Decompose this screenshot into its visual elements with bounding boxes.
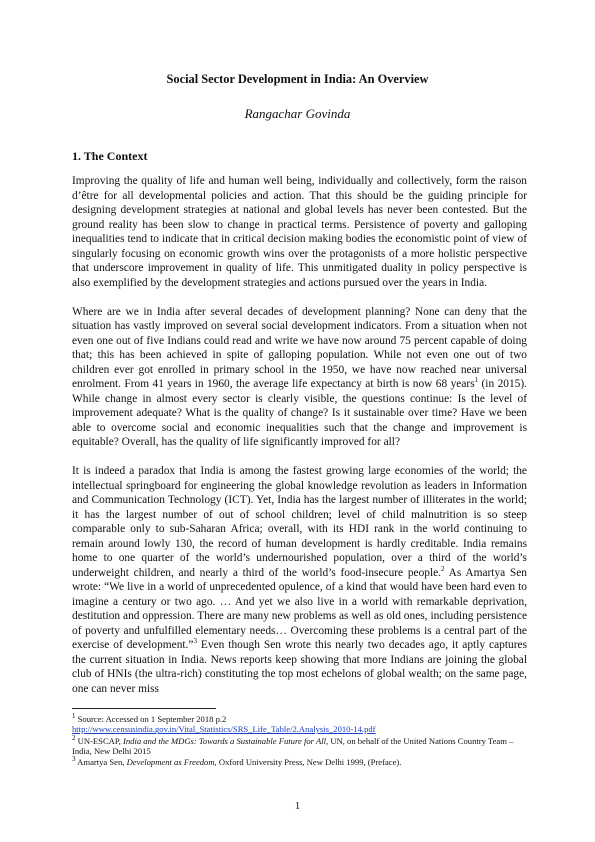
body-text — [72, 174, 527, 711]
footnote-ref-1[interactable]: 1 — [474, 376, 479, 385]
section-heading: 1. The Context — [72, 149, 148, 163]
footnote-3-text-b: Oxford University Press, New Delhi 1999, (Preface). — [216, 757, 402, 768]
paper-title: Social Sector Development in India: An Overview — [166, 72, 429, 86]
footnote-2-number: 2 — [72, 733, 76, 742]
paragraph-3-text-a: It is indeed a paradox that India is among the fastest growing large economies of the world; the intellectual springboard for engineering the global knowledge revolution as leaders in Information and Communication Technology (ICT). Yet, India has the largest number of illiterates in the world; it has the largest number of out of school children; level of child malnutrition is so steep comparable only to sub-Saharan Africa; overall, with its HDI rank in the world continuing to remain around lowly 130, the record of human development is hardly creditable. India remains home to one quarter of the world’s undernourished population, over a third of the world’s underweight children, and nearly a third of the world’s food-insecure people. — [72, 465, 527, 579]
footnote-2 — [72, 733, 527, 757]
paragraph-1-text: Improving the quality of life and human well being, individually and collectively, form the raison d’être for all developmental policies and action. That this should be the guiding principle for designing development strategies at national and global levels has never been contested. But the ground reality has been slow to change in practical terms. Persistence of poverty and galloping inequalities tend to indicate that in critical decision making bodies the economistic point of view of singularly focusing on economic growth wins over the protagonists of a more holistic perspective that underscore improvement in quality of life. This unmitigated duality in policy perspective is also exemplified by the development strategies and actions pursued over the years in India. — [72, 175, 527, 289]
footnote-3 — [72, 757, 527, 767]
paragraph-2-text-b: (in 2015). While change in almost every sector is clearly visible, the questions continue: Is the level of improvement adequate? What is the quality of change? Is it sustainable over time? Have we been able to overcome social and economic inequalities such that the change and improvement is equitable? Overall, has the quality of life significantly improved for all? — [72, 378, 527, 448]
paragraph-2-text-a: Where are we in India after several decades of development planning? None can deny that the situation has vastly improved on several social development indicators. From a situation when not even one out of five Indians could read and write we have now around 75 percent capable of doing that; this has been achieved in spite of galloping population. While not even one out of two children ever got enrolled in primary school in the 1950, we have now reached near universal enrolment. From 41 years in 1960, the average life expectancy at birth is now 68 years — [72, 305, 527, 390]
paragraph-1 — [72, 174, 527, 290]
footnote-1-text: Source: Accessed on 1 September 2018 p.2 — [75, 714, 227, 724]
footnotes — [72, 714, 527, 768]
paragraph-3 — [72, 464, 527, 696]
footnote-2-text-b: , UN, on behalf of the United Nations Country Team – India, New Delhi 2015 — [72, 735, 514, 756]
footnote-1 — [72, 714, 527, 735]
paragraph-3-text-b: As Amartya Sen wrote: “We live in a world of unprecedented opulence, of a kind that would have been hard even to imagine a century or two ago. … And yet we also live in a world with remarkable deprivation, destitution and oppression. There are many new problems as well as old ones, including persistence of poverty and unfulfilled elementary needs… Overcoming these problems is a central part of the exercise of development.” — [72, 566, 527, 651]
paragraph-2 — [72, 305, 527, 450]
footnote-3-italic: Development as Freedom, — [126, 757, 217, 768]
footnote-2-italic: India and the MDGs: Towards a Sustainable Future for All — [123, 735, 327, 746]
footnote-3-number: 3 — [72, 755, 76, 764]
author-name: Rangachar Govinda — [244, 106, 351, 121]
footnote-divider — [72, 708, 216, 709]
footnote-1-link[interactable]: http://www.censusindia.gov.in/Vital_Statistics/SRS_Life_Table/2.Analysis_2010-14.pdf — [72, 724, 376, 735]
paragraph-3-text-c: Even though Sen wrote this nearly two decades ago, it aptly captures the current situation in India. News reports keep showing that more Indians are joining the global club of HNIs (the ultra-rich) constituting the top most echelons of global wealth; on the same page, one can never miss — [72, 639, 527, 695]
footnote-ref-3[interactable]: 3 — [193, 637, 197, 646]
footnote-1-number: 1 — [72, 712, 76, 721]
footnote-2-text-a: UN-ESCAP, — [75, 735, 124, 746]
footnote-ref-2[interactable]: 2 — [441, 564, 445, 573]
page-number: 1 — [294, 800, 301, 812]
footnote-3-text-a: Amartya Sen, — [75, 757, 127, 768]
